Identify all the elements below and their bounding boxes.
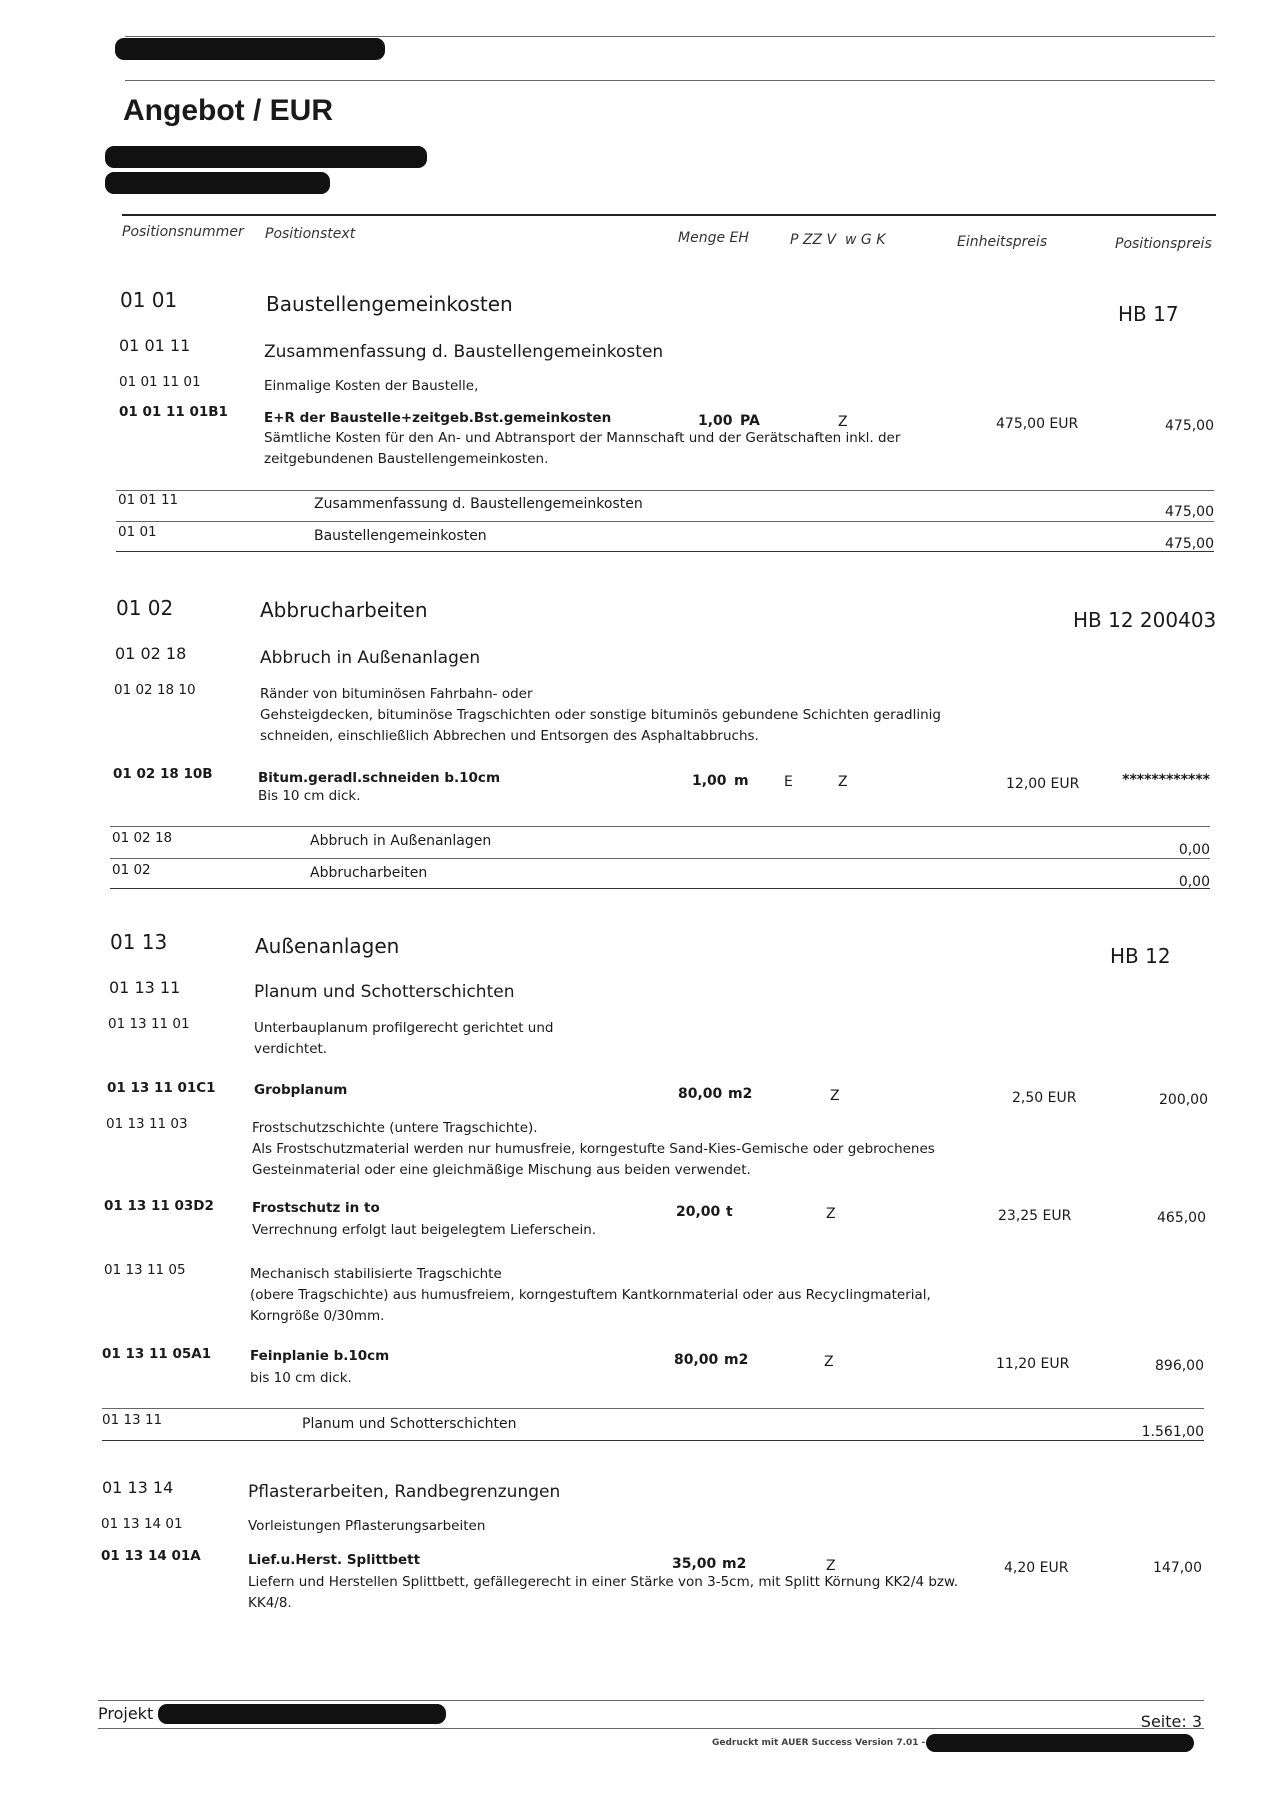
- item-unit-price: 23,25 EUR: [998, 1208, 1072, 1224]
- sum-sub-number: 01 01 11: [118, 492, 179, 508]
- redacted-line-2: [105, 172, 330, 194]
- group-number: 01 13 11 05: [104, 1262, 186, 1278]
- section-title: Baustellengemeinkosten: [266, 292, 513, 316]
- section-title: Abbrucharbeiten: [260, 598, 428, 622]
- sum-main-number: 01 02: [112, 862, 151, 878]
- item-z-flag: Z: [826, 1558, 836, 1574]
- header-positionstext: Positionstext: [265, 226, 356, 242]
- subsection-title: Abbruch in Außenanlagen: [260, 648, 481, 668]
- description-line: Ränder von bituminösen Fahrbahn- oder: [260, 686, 533, 702]
- item-unit-price: 2,50 EUR: [1012, 1090, 1077, 1106]
- item-unit-price: 4,20 EUR: [1004, 1560, 1069, 1576]
- sum-main-value: 0,00: [1178, 874, 1210, 890]
- group-number: 01 13 11 01: [108, 1016, 190, 1032]
- sum-sub-number: 01 02 18: [112, 830, 173, 846]
- item-z-flag: Z: [826, 1206, 836, 1222]
- item-unit: m2: [722, 1556, 747, 1572]
- item-title: Lief.u.Herst. Splittbett: [248, 1552, 421, 1568]
- sum-rule: [116, 490, 1214, 491]
- description-line: Unterbauplanum profilgerecht gerichtet und: [254, 1020, 554, 1036]
- description-line: zeitgebundenen Baustellengemeinkosten.: [264, 451, 549, 467]
- section-hb: HB 12: [1110, 944, 1171, 968]
- group-title: Vorleistungen Pflasterungsarbeiten: [248, 1518, 486, 1534]
- sum-sub-label: Zusammenfassung d. Baustellengemeinkosten: [314, 496, 643, 512]
- sum-rule: [110, 858, 1210, 859]
- item-unit: m2: [724, 1352, 749, 1368]
- item-z-flag: Z: [830, 1088, 840, 1104]
- description-line: Gesteinmaterial oder eine gleichmäßige Mischung aus beiden verwendet.: [252, 1162, 751, 1178]
- description-line: Liefern und Herstellen Splittbett, gefällegerecht in einer Stärke von 3-5cm, mit Splitt Körnung KK2/4 bzw.: [248, 1574, 959, 1590]
- sum-sub-value: 1.561,00: [1141, 1424, 1204, 1440]
- redacted-project-name: [158, 1704, 446, 1724]
- footer-rule-lower: [98, 1728, 1204, 1729]
- group-number: 01 13 14 01: [101, 1516, 183, 1532]
- item-title: Grobplanum: [254, 1082, 348, 1098]
- header-einheitspreis: Einheitspreis: [957, 234, 1048, 250]
- item-number: 01 13 14 01A: [101, 1548, 201, 1564]
- sum-sub-number: 01 13 11: [102, 1412, 163, 1428]
- item-unit-price: 11,20 EUR: [996, 1356, 1070, 1372]
- item-z-flag: Z: [838, 414, 848, 430]
- item-description: [248, 1572, 1088, 1614]
- page-title: Angebot / EUR: [123, 94, 333, 127]
- item-description: [252, 1220, 596, 1241]
- description-line: Bis 10 cm dick.: [258, 788, 361, 804]
- item-title: E+R der Baustelle+zeitgeb.Bst.gemeinkosten: [264, 410, 612, 426]
- item-quantity: 80,00: [678, 1086, 723, 1102]
- subsection-number: 01 02 18: [115, 644, 187, 663]
- header-positionspreis: Positionspreis: [1115, 236, 1212, 252]
- item-quantity: 35,00: [672, 1556, 717, 1572]
- description-line: Sämtliche Kosten für den An- und Abtransport der Mannschaft und der Gerätschaften inkl. der: [264, 430, 901, 446]
- header-rule: [122, 214, 1216, 216]
- footer-projekt-label: Projekt: [98, 1704, 154, 1723]
- item-total: 896,00: [1155, 1358, 1204, 1374]
- item-title: Bitum.geradl.schneiden b.10cm: [258, 770, 501, 786]
- description-line: schneiden, einschließlich Abbrechen und Entsorgen des Asphaltabbruchs.: [260, 728, 759, 744]
- footer-page-number: Seite: 3: [1140, 1712, 1202, 1731]
- sum-sub-label: Planum und Schotterschichten: [302, 1416, 517, 1432]
- description-line: Mechanisch stabilisierte Tragschichte: [250, 1266, 502, 1282]
- item-z-flag: Z: [838, 774, 848, 790]
- item-number: 01 01 11 01B1: [119, 404, 228, 420]
- item-description: [258, 786, 361, 807]
- description-line: Frostschutzschichte (untere Tragschichte).: [252, 1120, 538, 1136]
- group-description: [250, 1264, 1080, 1327]
- item-quantity: 20,00: [676, 1204, 721, 1220]
- sum-rule: [102, 1440, 1204, 1441]
- item-unit: t: [726, 1204, 733, 1220]
- redacted-print-info: [926, 1734, 1194, 1752]
- group-description: [252, 1118, 1082, 1181]
- header-positionsnummer: Positionsnummer: [122, 224, 244, 240]
- subsection-number: 01 13 14: [102, 1478, 174, 1497]
- item-quantity: 1,00: [698, 413, 733, 429]
- item-unit: m2: [728, 1086, 753, 1102]
- section-title: Außenanlagen: [255, 934, 400, 958]
- title-rule: [125, 80, 1215, 81]
- subsection-number: 01 01 11: [119, 336, 191, 355]
- item-e-flag: E: [784, 774, 793, 790]
- item-number: 01 02 18 10B: [113, 766, 213, 782]
- subsection-title: Pflasterarbeiten, Randbegrenzungen: [248, 1482, 561, 1502]
- sum-rule: [116, 521, 1214, 522]
- sum-main-label: Abbrucharbeiten: [310, 865, 428, 881]
- redacted-line-1: [105, 146, 427, 168]
- group-title: Einmalige Kosten der Baustelle,: [264, 378, 479, 394]
- description-line: Verrechnung erfolgt laut beigelegtem Lieferschein.: [252, 1222, 597, 1238]
- section-number: 01 02: [116, 596, 174, 620]
- header-pzzv: P ZZ V: [790, 232, 837, 248]
- item-total: 475,00: [1165, 418, 1214, 434]
- group-description: [254, 1018, 554, 1060]
- item-number: 01 13 11 03D2: [104, 1198, 214, 1214]
- group-number: 01 13 11 03: [106, 1116, 188, 1132]
- subsection-number: 01 13 11: [109, 978, 181, 997]
- description-line: Gehsteigdecken, bituminöse Tragschichten oder sonstige bituminös gebundene Schichten geradlinig: [260, 707, 941, 723]
- sum-sub-value: 0,00: [1178, 842, 1210, 858]
- description-line: verdichtet.: [254, 1041, 328, 1057]
- item-unit: PA: [740, 413, 760, 429]
- group-number: 01 02 18 10: [114, 682, 196, 698]
- item-z-flag: Z: [824, 1354, 834, 1370]
- sum-main-label: Baustellengemeinkosten: [314, 528, 487, 544]
- sum-rule: [102, 1408, 1204, 1409]
- top-rule: [125, 36, 1215, 37]
- item-unit: m: [734, 773, 749, 789]
- item-total: 147,00: [1153, 1560, 1202, 1576]
- item-unit-price: 12,00 EUR: [1006, 776, 1080, 792]
- footer-rule: [98, 1700, 1204, 1701]
- sum-rule: [110, 826, 1210, 827]
- item-total: 465,00: [1157, 1210, 1206, 1226]
- subsection-title: Planum und Schotterschichten: [254, 982, 515, 1002]
- item-title: Frostschutz in to: [252, 1200, 380, 1216]
- description-line: (obere Tragschichte) aus humusfreiem, korngestuftem Kantkornmaterial oder aus Recyclingmaterial,: [250, 1287, 931, 1303]
- description-line: KK4/8.: [248, 1595, 292, 1611]
- header-wgk: w G K: [845, 232, 886, 248]
- item-description: [250, 1368, 352, 1389]
- description-line: Korngröße 0/30mm.: [250, 1308, 385, 1324]
- sum-main-value: 475,00: [1165, 536, 1214, 552]
- item-quantity: 80,00: [674, 1352, 719, 1368]
- redacted-company: [115, 38, 385, 60]
- item-quantity: 1,00: [692, 773, 727, 789]
- item-number: 01 13 11 05A1: [102, 1346, 212, 1362]
- group-number: 01 01 11 01: [119, 374, 201, 390]
- section-hb: HB 17: [1118, 302, 1179, 326]
- item-total: ************: [1122, 772, 1210, 788]
- section-number: 01 13: [110, 930, 168, 954]
- item-total: 200,00: [1159, 1092, 1208, 1108]
- footer-printed-by: Gedruckt mit AUER Success Version 7.01 -: [712, 1738, 926, 1748]
- sum-rule: [116, 551, 1214, 552]
- description-line: bis 10 cm dick.: [250, 1370, 352, 1386]
- item-description: [264, 428, 1074, 470]
- sum-sub-value: 475,00: [1165, 504, 1214, 520]
- item-unit-price: 475,00 EUR: [996, 416, 1079, 432]
- item-title: Feinplanie b.10cm: [250, 1348, 390, 1364]
- sum-sub-label: Abbruch in Außenanlagen: [310, 833, 492, 849]
- item-number: 01 13 11 01C1: [107, 1080, 216, 1096]
- description-line: Als Frostschutzmaterial werden nur humusfreie, korngestufte Sand-Kies-Gemische oder gebrochenes: [252, 1141, 935, 1157]
- group-description: [260, 684, 1080, 747]
- header-menge-eh: Menge EH: [678, 230, 749, 246]
- sum-main-number: 01 01: [118, 524, 157, 540]
- subsection-title: Zusammenfassung d. Baustellengemeinkosten: [264, 342, 664, 362]
- section-hb: HB 12 200403: [1073, 608, 1217, 632]
- section-number: 01 01: [120, 288, 178, 312]
- sum-rule: [110, 888, 1210, 889]
